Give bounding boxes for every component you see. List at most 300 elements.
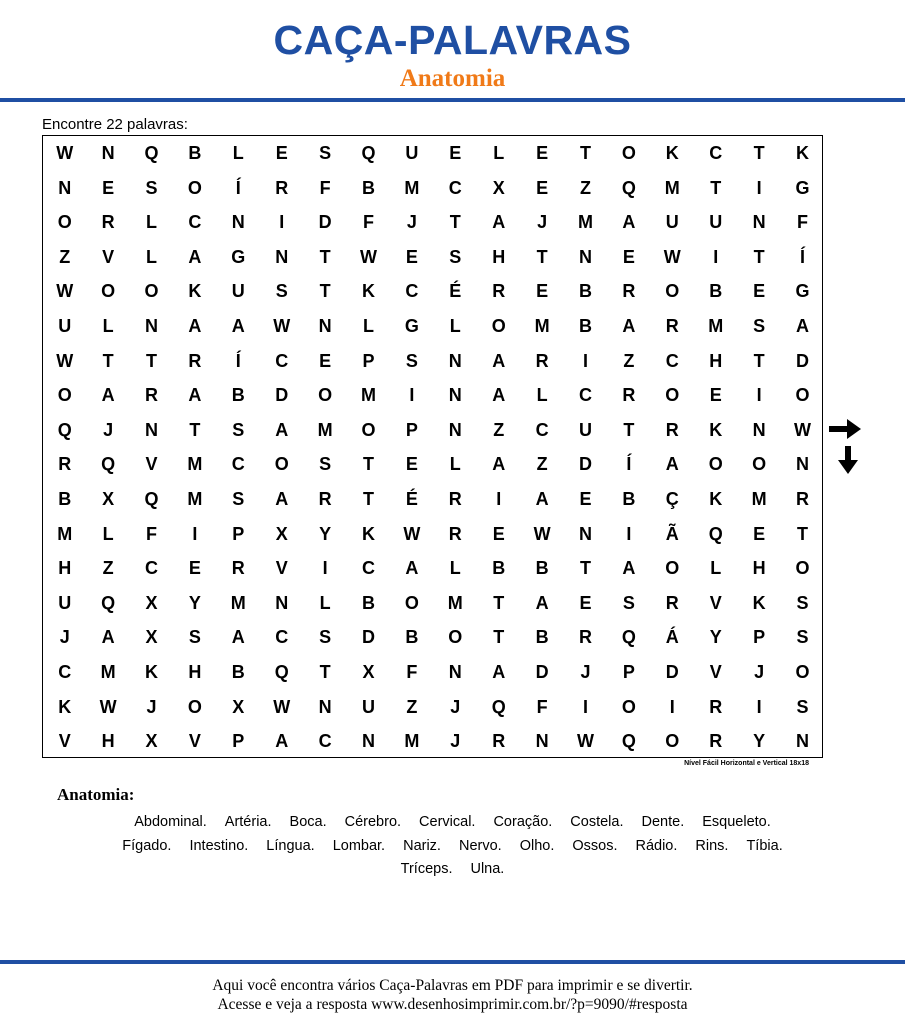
grid-letter[interactable]: K	[188, 281, 202, 302]
grid-letter[interactable]: D	[535, 662, 549, 682]
grid-letter[interactable]: Z	[623, 350, 635, 371]
grid-letter[interactable]: Á	[665, 627, 679, 648]
grid-letter[interactable]: M	[57, 523, 73, 544]
grid-letter[interactable]: A	[492, 454, 506, 475]
grid-letter[interactable]: Ç	[665, 489, 679, 509]
grid-letter[interactable]: C	[448, 177, 462, 198]
grid-letter[interactable]: W	[273, 696, 291, 717]
grid-letter[interactable]: R	[58, 454, 72, 475]
grid-letter[interactable]: J	[450, 731, 461, 752]
grid-letter[interactable]: F	[536, 696, 548, 717]
grid-letter[interactable]: O	[665, 385, 680, 406]
grid-letter[interactable]: R	[492, 281, 506, 302]
grid-letter[interactable]: K	[709, 489, 723, 509]
grid-letter[interactable]: A	[535, 489, 549, 509]
grid-letter[interactable]: N	[448, 385, 462, 406]
grid-letter[interactable]: B	[492, 558, 506, 579]
grid-letter[interactable]: J	[754, 662, 765, 682]
grid-letter[interactable]: J	[450, 696, 461, 717]
grid-letter[interactable]: C	[318, 731, 332, 752]
grid-letter[interactable]: H	[58, 558, 72, 579]
grid-letter[interactable]: K	[795, 143, 809, 163]
grid-letter[interactable]: R	[578, 627, 592, 648]
grid-letter[interactable]: C	[578, 385, 592, 406]
grid-letter[interactable]: O	[187, 177, 202, 198]
grid-letter[interactable]: B	[231, 662, 245, 682]
grid-letter[interactable]: H	[752, 558, 766, 579]
grid-letter[interactable]: E	[579, 489, 592, 509]
grid-letter[interactable]: W	[663, 246, 681, 267]
grid-letter[interactable]: M	[447, 592, 463, 613]
grid-letter[interactable]: R	[535, 350, 549, 371]
grid-letter[interactable]: Z	[406, 696, 418, 717]
grid-letter[interactable]: A	[231, 627, 245, 648]
grid-letter[interactable]: T	[579, 558, 591, 579]
grid-letter[interactable]: T	[145, 350, 157, 371]
grid-letter[interactable]: J	[59, 627, 70, 648]
grid-letter[interactable]: B	[578, 316, 592, 336]
grid-letter[interactable]: C	[58, 662, 72, 682]
grid-letter[interactable]: S	[319, 627, 332, 648]
grid-letter[interactable]: R	[622, 281, 636, 302]
grid-letter[interactable]: A	[795, 316, 809, 336]
grid-letter[interactable]: P	[362, 350, 375, 371]
grid-letter[interactable]: C	[188, 212, 202, 233]
grid-letter[interactable]: T	[493, 592, 505, 613]
grid-letter[interactable]: S	[405, 350, 418, 371]
grid-letter[interactable]: F	[796, 212, 808, 233]
grid-letter[interactable]: S	[753, 316, 766, 336]
grid-letter[interactable]: U	[58, 316, 72, 336]
grid-letter[interactable]: N	[448, 419, 462, 440]
grid-letter[interactable]: N	[361, 731, 375, 752]
grid-letter[interactable]: S	[449, 246, 462, 267]
grid-letter[interactable]: A	[492, 385, 506, 406]
grid-letter[interactable]: N	[101, 143, 115, 163]
grid-letter[interactable]: T	[319, 662, 331, 682]
grid-letter[interactable]: Z	[493, 419, 505, 440]
grid-letter[interactable]: A	[188, 246, 202, 267]
grid-letter[interactable]: N	[752, 419, 766, 440]
grid-letter[interactable]: L	[145, 246, 157, 267]
grid-letter[interactable]: P	[753, 627, 766, 648]
grid-letter[interactable]: M	[404, 731, 420, 752]
grid-letter[interactable]: D	[665, 662, 679, 682]
grid-letter[interactable]: C	[535, 419, 549, 440]
grid-letter[interactable]: N	[318, 316, 332, 336]
grid-letter[interactable]: A	[275, 489, 289, 509]
grid-letter[interactable]: L	[449, 316, 461, 336]
grid-letter[interactable]: E	[579, 592, 592, 613]
grid-letter[interactable]: X	[232, 696, 245, 717]
grid-letter[interactable]: S	[622, 592, 635, 613]
grid-letter[interactable]: Q	[491, 696, 506, 717]
grid-letter[interactable]: B	[361, 177, 375, 198]
grid-letter[interactable]: X	[145, 731, 158, 752]
grid-letter[interactable]: R	[622, 385, 636, 406]
grid-letter[interactable]: J	[103, 419, 114, 440]
grid-letter[interactable]: B	[578, 281, 592, 302]
grid-letter[interactable]: O	[708, 454, 723, 475]
grid-letter[interactable]: M	[360, 385, 376, 406]
grid-letter[interactable]: J	[146, 696, 157, 717]
grid-letter[interactable]: N	[58, 177, 72, 198]
grid-letter[interactable]: Q	[144, 489, 159, 509]
grid-letter[interactable]: A	[275, 419, 289, 440]
grid-letter[interactable]: M	[664, 177, 680, 198]
grid-letter[interactable]: X	[362, 662, 375, 682]
grid-letter[interactable]: É	[449, 281, 462, 302]
grid-letter[interactable]: L	[102, 316, 114, 336]
grid-letter[interactable]: A	[101, 627, 115, 648]
grid-letter[interactable]: K	[144, 662, 158, 682]
grid-letter[interactable]: S	[232, 489, 245, 509]
grid-letter[interactable]: I	[582, 350, 588, 371]
grid-letter[interactable]: M	[404, 177, 420, 198]
grid-letter[interactable]: A	[622, 212, 636, 233]
grid-letter[interactable]: H	[492, 246, 506, 267]
grid-letter[interactable]: A	[622, 558, 636, 579]
grid-letter[interactable]: A	[188, 316, 202, 336]
grid-letter[interactable]: K	[361, 523, 375, 544]
grid-letter[interactable]: M	[187, 489, 203, 509]
grid-letter[interactable]: O	[795, 385, 810, 406]
grid-letter[interactable]: Q	[274, 662, 289, 682]
grid-letter[interactable]: X	[145, 627, 158, 648]
grid-letter[interactable]: F	[362, 212, 374, 233]
grid-letter[interactable]: O	[665, 558, 680, 579]
grid-letter[interactable]: Y	[188, 592, 201, 613]
grid-letter[interactable]: O	[665, 281, 680, 302]
grid-letter[interactable]: E	[188, 558, 201, 579]
grid-letter[interactable]: W	[359, 246, 377, 267]
grid-letter[interactable]: A	[231, 316, 245, 336]
grid-letter[interactable]: O	[448, 627, 463, 648]
grid-letter[interactable]: J	[537, 212, 548, 233]
grid-letter[interactable]: U	[578, 419, 592, 440]
grid-letter[interactable]: I	[496, 489, 502, 509]
grid-letter[interactable]: O	[404, 592, 419, 613]
grid-letter[interactable]: O	[361, 419, 376, 440]
grid-letter[interactable]: B	[188, 143, 202, 163]
grid-letter[interactable]: C	[275, 350, 289, 371]
grid-letter[interactable]: S	[796, 696, 809, 717]
grid-letter[interactable]: A	[492, 212, 506, 233]
grid-letter[interactable]: C	[275, 627, 289, 648]
grid-letter[interactable]: G	[795, 177, 810, 198]
grid-letter[interactable]: I	[756, 696, 762, 717]
grid-letter[interactable]: Q	[101, 592, 116, 613]
grid-letter[interactable]: Y	[753, 731, 766, 752]
grid-letter[interactable]: C	[665, 350, 679, 371]
grid-letter[interactable]: R	[448, 489, 462, 509]
grid-letter[interactable]: P	[232, 523, 245, 544]
grid-letter[interactable]: D	[275, 385, 289, 406]
grid-letter[interactable]: A	[405, 558, 419, 579]
grid-letter[interactable]: N	[275, 246, 289, 267]
grid-letter[interactable]: R	[275, 177, 289, 198]
grid-letter[interactable]: I	[322, 558, 328, 579]
grid-letter[interactable]: L	[536, 385, 548, 406]
grid-letter[interactable]: U	[231, 281, 245, 302]
grid-letter[interactable]: R	[665, 419, 679, 440]
grid-letter[interactable]: T	[449, 212, 461, 233]
grid-letter[interactable]: L	[710, 558, 722, 579]
grid-letter[interactable]: O	[621, 696, 636, 717]
grid-letter[interactable]: T	[362, 454, 374, 475]
grid-letter[interactable]: K	[709, 419, 723, 440]
grid-letter[interactable]: O	[101, 281, 116, 302]
grid-letter[interactable]: V	[275, 558, 288, 579]
grid-letter[interactable]: T	[579, 143, 591, 163]
grid-letter[interactable]: E	[319, 350, 332, 371]
grid-letter[interactable]: F	[406, 662, 418, 682]
grid-letter[interactable]: B	[709, 281, 723, 302]
grid-letter[interactable]: X	[275, 523, 288, 544]
grid-letter[interactable]: Q	[621, 731, 636, 752]
grid-letter[interactable]: T	[102, 350, 114, 371]
grid-letter[interactable]: M	[100, 662, 116, 682]
grid-letter[interactable]: A	[622, 316, 636, 336]
grid-letter[interactable]: T	[493, 627, 505, 648]
grid-letter[interactable]: E	[536, 177, 549, 198]
grid-letter[interactable]: L	[449, 558, 461, 579]
grid-letter[interactable]: I	[279, 212, 285, 233]
grid-letter[interactable]: I	[192, 523, 198, 544]
grid-letter[interactable]: T	[536, 246, 548, 267]
grid-letter[interactable]: Z	[579, 177, 591, 198]
grid-letter[interactable]: Ã	[665, 523, 679, 544]
grid-letter[interactable]: K	[665, 143, 679, 163]
grid-letter[interactable]: L	[449, 454, 461, 475]
grid-letter[interactable]: D	[795, 350, 809, 371]
grid-letter[interactable]: B	[535, 627, 549, 648]
grid-letter[interactable]: W	[56, 281, 74, 302]
grid-letter[interactable]: E	[449, 143, 462, 163]
grid-letter[interactable]: C	[361, 558, 375, 579]
grid-letter[interactable]: B	[622, 489, 636, 509]
grid-letter[interactable]: K	[58, 696, 72, 717]
grid-letter[interactable]: Y	[319, 523, 332, 544]
grid-letter[interactable]: L	[493, 143, 505, 163]
grid-letter[interactable]: R	[709, 731, 723, 752]
grid-letter[interactable]: G	[231, 246, 246, 267]
grid-letter[interactable]: E	[536, 281, 549, 302]
grid-letter[interactable]: N	[578, 246, 592, 267]
grid-letter[interactable]: R	[795, 489, 809, 509]
grid-letter[interactable]: X	[145, 592, 158, 613]
grid-letter[interactable]: Q	[621, 627, 636, 648]
grid-letter[interactable]: E	[536, 143, 549, 163]
grid-letter[interactable]: M	[230, 592, 246, 613]
grid-letter[interactable]: S	[319, 454, 332, 475]
grid-letter[interactable]: W	[576, 731, 594, 752]
grid-letter[interactable]: M	[317, 419, 333, 440]
grid-letter[interactable]: S	[188, 627, 201, 648]
grid-letter[interactable]: W	[56, 350, 74, 371]
grid-letter[interactable]: O	[795, 558, 810, 579]
grid-letter[interactable]: P	[622, 662, 635, 682]
grid-letter[interactable]: G	[795, 281, 810, 302]
grid-letter[interactable]: Q	[361, 143, 376, 163]
grid-letter[interactable]: W	[273, 316, 291, 336]
grid-letter[interactable]: C	[709, 143, 723, 163]
grid-letter[interactable]: T	[319, 281, 331, 302]
grid-letter[interactable]: T	[753, 246, 765, 267]
grid-letter[interactable]: O	[621, 143, 636, 163]
grid-letter[interactable]: I	[669, 696, 675, 717]
grid-letter[interactable]: E	[405, 454, 418, 475]
grid-letter[interactable]: T	[796, 523, 808, 544]
grid-letter[interactable]: I	[756, 177, 762, 198]
grid-letter[interactable]: R	[144, 385, 158, 406]
grid-letter[interactable]: N	[752, 212, 766, 233]
grid-letter[interactable]: A	[492, 350, 506, 371]
grid-letter[interactable]: C	[405, 281, 419, 302]
grid-letter[interactable]: O	[795, 662, 810, 682]
grid-letter[interactable]: F	[145, 523, 157, 544]
grid-letter[interactable]: V	[102, 246, 115, 267]
grid-letter[interactable]: N	[144, 316, 158, 336]
grid-letter[interactable]: O	[318, 385, 333, 406]
grid-letter[interactable]: M	[577, 212, 593, 233]
grid-letter[interactable]: N	[795, 454, 809, 475]
grid-letter[interactable]: S	[796, 592, 809, 613]
grid-letter[interactable]: Í	[799, 246, 805, 267]
grid-letter[interactable]: H	[188, 662, 202, 682]
grid-letter[interactable]: L	[145, 212, 157, 233]
grid-letter[interactable]: B	[231, 385, 245, 406]
grid-letter[interactable]: F	[319, 177, 331, 198]
grid-letter[interactable]: N	[275, 592, 289, 613]
grid-letter[interactable]: K	[752, 592, 766, 613]
grid-letter[interactable]: A	[101, 385, 115, 406]
grid-letter[interactable]: S	[319, 143, 332, 163]
grid-letter[interactable]: S	[232, 419, 245, 440]
grid-letter[interactable]: H	[709, 350, 723, 371]
grid-letter[interactable]: J	[580, 662, 591, 682]
grid-letter[interactable]: R	[101, 212, 115, 233]
grid-letter[interactable]: Z	[102, 558, 114, 579]
grid-letter[interactable]: R	[665, 316, 679, 336]
grid-letter[interactable]: O	[274, 454, 289, 475]
grid-letter[interactable]: D	[318, 212, 332, 233]
grid-letter[interactable]: V	[58, 731, 71, 752]
grid-letter[interactable]: S	[275, 281, 288, 302]
grid-letter[interactable]: Z	[536, 454, 548, 475]
grid-letter[interactable]: H	[101, 731, 115, 752]
grid-letter[interactable]: Í	[626, 454, 632, 475]
grid-letter[interactable]: X	[102, 489, 115, 509]
grid-letter[interactable]: E	[102, 177, 115, 198]
grid-letter[interactable]: O	[57, 385, 72, 406]
grid-letter[interactable]: I	[713, 246, 719, 267]
grid-letter[interactable]: E	[709, 385, 722, 406]
grid-letter[interactable]: L	[232, 143, 244, 163]
grid-letter[interactable]: U	[709, 212, 723, 233]
grid-letter[interactable]: P	[405, 419, 418, 440]
grid-letter[interactable]: M	[187, 454, 203, 475]
grid-letter[interactable]: J	[406, 212, 417, 233]
grid-letter[interactable]: N	[231, 212, 245, 233]
grid-letter[interactable]: U	[58, 592, 72, 613]
grid-letter[interactable]: O	[187, 696, 202, 717]
grid-letter[interactable]: A	[665, 454, 679, 475]
grid-letter[interactable]: B	[535, 558, 549, 579]
grid-letter[interactable]: E	[275, 143, 288, 163]
grid-letter[interactable]: U	[405, 143, 419, 163]
grid-letter[interactable]: O	[665, 731, 680, 752]
grid-letter[interactable]: E	[622, 246, 635, 267]
grid-letter[interactable]: Y	[709, 627, 722, 648]
grid-letter[interactable]: N	[318, 696, 332, 717]
grid-letter[interactable]: W	[56, 143, 74, 163]
grid-letter[interactable]: M	[534, 316, 550, 336]
grid-letter[interactable]: I	[756, 385, 762, 406]
grid-letter[interactable]: Í	[235, 177, 241, 198]
grid-letter[interactable]: Z	[59, 246, 71, 267]
grid-letter[interactable]: N	[448, 662, 462, 682]
grid-letter[interactable]: U	[361, 696, 375, 717]
grid-letter[interactable]: V	[145, 454, 158, 475]
grid-letter[interactable]: C	[231, 454, 245, 475]
grid-letter[interactable]: M	[751, 489, 767, 509]
grid-letter[interactable]: W	[99, 696, 117, 717]
grid-letter[interactable]: O	[144, 281, 159, 302]
grid-letter[interactable]: T	[623, 419, 635, 440]
grid-letter[interactable]: L	[102, 523, 114, 544]
grid-letter[interactable]: I	[409, 385, 415, 406]
grid-letter[interactable]: T	[753, 350, 765, 371]
grid-letter[interactable]: N	[535, 731, 549, 752]
grid-letter[interactable]: S	[796, 627, 809, 648]
grid-letter[interactable]: T	[362, 489, 374, 509]
grid-letter[interactable]: E	[405, 246, 418, 267]
grid-letter[interactable]: V	[709, 662, 722, 682]
grid-letter[interactable]: A	[492, 662, 506, 682]
grid-letter[interactable]: O	[752, 454, 767, 475]
grid-letter[interactable]: T	[189, 419, 201, 440]
grid-letter[interactable]: A	[535, 592, 549, 613]
grid-letter[interactable]: T	[710, 177, 722, 198]
grid-letter[interactable]: N	[795, 731, 809, 752]
grid-letter[interactable]: R	[665, 592, 679, 613]
grid-letter[interactable]: L	[362, 316, 374, 336]
grid-letter[interactable]: V	[188, 731, 201, 752]
grid-letter[interactable]: Q	[57, 419, 72, 440]
grid-letter[interactable]: R	[318, 489, 332, 509]
grid-letter[interactable]: E	[753, 523, 766, 544]
grid-letter[interactable]: N	[448, 350, 462, 371]
grid-letter[interactable]: X	[492, 177, 505, 198]
grid-letter[interactable]: D	[578, 454, 592, 475]
grid-letter[interactable]: O	[491, 316, 506, 336]
grid-letter[interactable]: E	[753, 281, 766, 302]
grid-letter[interactable]: B	[361, 592, 375, 613]
grid-letter[interactable]: V	[709, 592, 722, 613]
grid-letter[interactable]: I	[582, 696, 588, 717]
grid-letter[interactable]: Q	[101, 454, 116, 475]
grid-letter[interactable]: P	[232, 731, 245, 752]
grid-letter[interactable]: T	[319, 246, 331, 267]
grid-letter[interactable]: A	[188, 385, 202, 406]
grid-letter[interactable]: É	[405, 489, 418, 509]
grid-letter[interactable]: Q	[144, 143, 159, 163]
grid-letter[interactable]: C	[144, 558, 158, 579]
grid-letter[interactable]: Q	[708, 523, 723, 544]
grid-letter[interactable]: N	[144, 419, 158, 440]
grid-letter[interactable]: L	[319, 592, 331, 613]
